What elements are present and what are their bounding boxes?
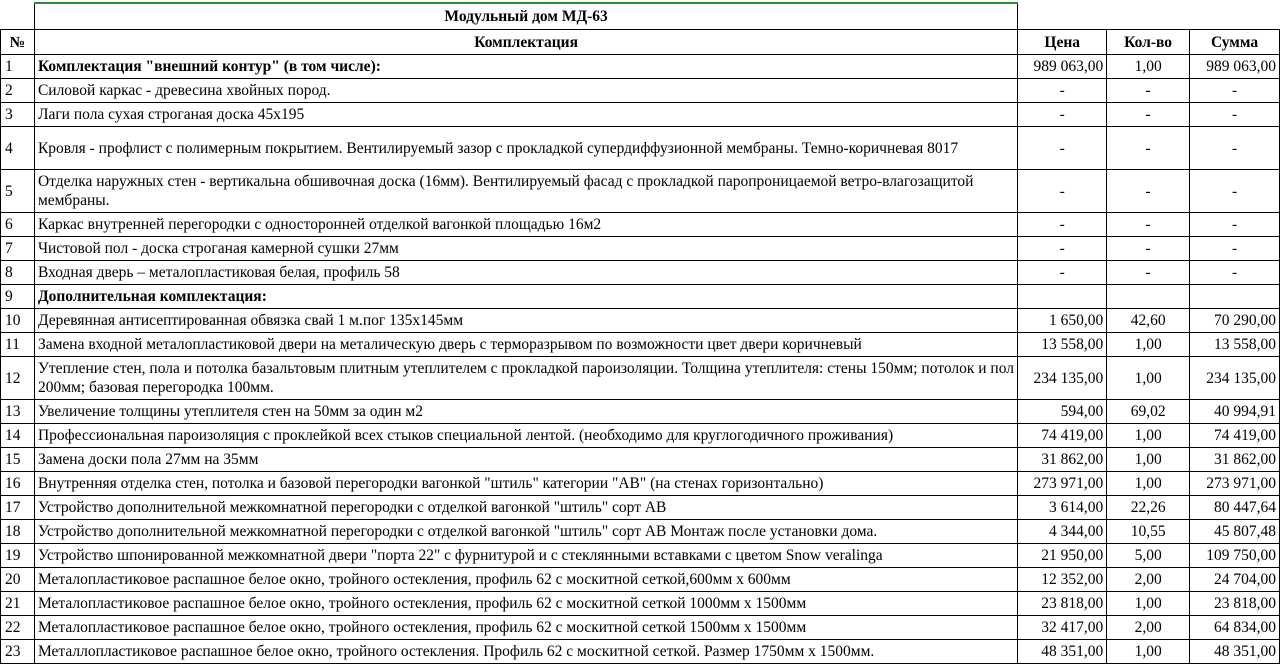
row-qty: - [1107,127,1190,170]
table-row [1,400,1280,424]
table-row [1,261,1280,285]
row-qty: 69,02 [1107,400,1190,424]
row-number: 7 [1,237,35,261]
row-description: Отделка наружных стен - вертикальна обшивочная доска (16мм). Вентилируемый фасад с прокладкой паропроницаемой ветро-влагозащитой мембраны. [34,170,1017,213]
row-description: Каркас внутренней перегородки с односторонней отделкой вагонкой площадью 16м2 [34,213,1017,237]
header-sum: Сумма [1190,30,1280,55]
row-qty: 1,00 [1107,640,1190,664]
row-description: Дополнительная комплектация: [34,285,1017,309]
row-price: - [1018,127,1107,170]
row-price: - [1018,237,1107,261]
row-number: 6 [1,213,35,237]
row-price: - [1018,213,1107,237]
row-price: - [1018,79,1107,103]
header-num: № [1,30,35,55]
row-sum: 234 135,00 [1190,357,1280,400]
row-sum: - [1190,170,1280,213]
table-row [1,103,1280,127]
row-sum: 45 807,48 [1190,520,1280,544]
row-qty: - [1107,237,1190,261]
table-row [1,424,1280,448]
row-sum: 31 862,00 [1190,448,1280,472]
table-row [1,79,1280,103]
row-qty: 42,60 [1107,309,1190,333]
row-number: 17 [1,496,35,520]
row-number: 19 [1,544,35,568]
row-number: 21 [1,592,35,616]
row-price: 989 063,00 [1018,55,1107,79]
row-price: 594,00 [1018,400,1107,424]
table-row [1,55,1280,79]
table-row [1,357,1280,400]
table-row [1,472,1280,496]
row-qty: 1,00 [1107,55,1190,79]
header-price: Цена [1018,30,1107,55]
row-description: Кровля - профлист с полимерным покрытием. Вентилируемый зазор с прокладкой супердиффузионной мембраны. Темно-коричневая 8017 [34,127,1017,170]
row-price: 31 862,00 [1018,448,1107,472]
table-row [1,616,1280,640]
row-sum: 70 290,00 [1190,309,1280,333]
row-qty: 1,00 [1107,424,1190,448]
table-row [1,520,1280,544]
table-row [1,333,1280,357]
row-description: Металопластиковое распашное белое окно, тройного остекления, профиль 62 с москитной сеткой 1000мм х 1500мм [34,592,1017,616]
title-spacer-right [1018,4,1280,30]
row-price: - [1018,261,1107,285]
row-qty: 1,00 [1107,448,1190,472]
title-spacer [1,4,35,30]
row-description: Устройство шпонированной межкомнатной двери "порта 22" с фурнитурой и с стеклянными вставками с цветом Snow veralinga [34,544,1017,568]
row-number: 14 [1,424,35,448]
row-description: Замена доски пола 27мм на 35мм [34,448,1017,472]
row-description: Профессиональная пароизоляция с проклейкой всех стыков специальной лентой. (необходимо для круглогодичного проживания) [34,424,1017,448]
row-sum: - [1190,261,1280,285]
row-price: - [1018,103,1107,127]
row-qty: - [1107,79,1190,103]
row-price: 4 344,00 [1018,520,1107,544]
row-description: Силовой каркас - древесина хвойных пород. [34,79,1017,103]
row-number: 18 [1,520,35,544]
row-sum: 74 419,00 [1190,424,1280,448]
row-description: Увеличение толщины утеплителя стен на 50мм за один м2 [34,400,1017,424]
row-number: 23 [1,640,35,664]
row-description: Устройство дополнительной межкомнатной перегородки с отделкой вагонкой "штиль" сорт АВ [34,496,1017,520]
row-number: 20 [1,568,35,592]
row-sum: - [1190,127,1280,170]
row-qty [1107,285,1190,309]
row-sum: - [1190,213,1280,237]
row-price: 48 351,00 [1018,640,1107,664]
row-number: 10 [1,309,35,333]
row-number: 16 [1,472,35,496]
row-description: Устройство дополнительной межкомнатной перегородки с отделкой вагонкой "штиль" сорт АВ Монтаж после установки дома. [34,520,1017,544]
row-number: 1 [1,55,35,79]
row-sum: 64 834,00 [1190,616,1280,640]
row-qty: 1,00 [1107,592,1190,616]
row-description: Металлопластиковое распашное белое окно, тройного остекления. Профиль 62 с москитной сеткой. Размер 1750мм х 1500мм. [34,640,1017,664]
row-sum: 40 994,91 [1190,400,1280,424]
row-price: 32 417,00 [1018,616,1107,640]
table-row [1,640,1280,664]
row-number: 13 [1,400,35,424]
table-title: Модульный дом МД-63 [34,4,1017,30]
row-qty: 5,00 [1107,544,1190,568]
row-qty: 2,00 [1107,568,1190,592]
row-price: 234 135,00 [1018,357,1107,400]
row-qty: - [1107,213,1190,237]
row-sum: - [1190,237,1280,261]
header-qty: Кол-во [1107,30,1190,55]
row-number: 4 [1,127,35,170]
row-description: Лаги пола сухая строганая доска 45х195 [34,103,1017,127]
row-sum: 23 818,00 [1190,592,1280,616]
row-number: 8 [1,261,35,285]
row-number: 15 [1,448,35,472]
row-price: 273 971,00 [1018,472,1107,496]
row-description: Замена входной металопластиковой двери на металическую дверь с терморазрывом по возможности цвет двери коричневый [34,333,1017,357]
row-sum: - [1190,79,1280,103]
row-price: 23 818,00 [1018,592,1107,616]
row-sum: 13 558,00 [1190,333,1280,357]
title-row [1,4,1280,30]
row-description: Утепление стен, пола и потолка базальтовым плитным утеплителем с прокладкой пароизоляции. Толщина утеплителя: стены 150мм; потолок и пол 200мм; базовая перегородка 100мм. [34,357,1017,400]
table-row [1,592,1280,616]
row-price [1018,285,1107,309]
header-row [1,30,1280,55]
row-qty: 1,00 [1107,333,1190,357]
row-sum: 48 351,00 [1190,640,1280,664]
row-description: Металопластиковое распашное белое окно, тройного остекления, профиль 62 с москитной сеткой 1500мм х 1500мм [34,616,1017,640]
table-row [1,170,1280,213]
table-row [1,568,1280,592]
table-row [1,127,1280,170]
spec-table [0,4,1280,664]
row-sum [1190,285,1280,309]
table-row [1,285,1280,309]
row-description: Комплектация "внешний контур" (в том числе): [34,55,1017,79]
row-description: Входная дверь – металопластиковая белая, профиль 58 [34,261,1017,285]
row-sum: - [1190,103,1280,127]
row-qty: 1,00 [1107,357,1190,400]
row-number: 22 [1,616,35,640]
table-row [1,237,1280,261]
table-row [1,544,1280,568]
row-description: Металопластиковое распашное белое окно, тройного остекления, профиль 62 с москитной сеткой,600мм х 600мм [34,568,1017,592]
row-number: 2 [1,79,35,103]
table-row [1,448,1280,472]
row-sum: 109 750,00 [1190,544,1280,568]
row-description: Деревянная антисептированная обвязка свай 1 м.пог 135х145мм [34,309,1017,333]
row-qty: - [1107,170,1190,213]
row-qty: 22,26 [1107,496,1190,520]
row-number: 5 [1,170,35,213]
row-number: 9 [1,285,35,309]
row-price: 12 352,00 [1018,568,1107,592]
row-price: 21 950,00 [1018,544,1107,568]
row-qty: 1,00 [1107,472,1190,496]
row-sum: 989 063,00 [1190,55,1280,79]
row-qty: 10,55 [1107,520,1190,544]
table-row [1,213,1280,237]
row-qty: 2,00 [1107,616,1190,640]
row-sum: 80 447,64 [1190,496,1280,520]
header-item: Комплектация [34,30,1017,55]
table-row [1,309,1280,333]
row-price: - [1018,170,1107,213]
row-number: 12 [1,357,35,400]
row-sum: 273 971,00 [1190,472,1280,496]
row-description: Внутренняя отделка стен, потолка и базовой перегородки вагонкой "штиль" категории "АВ" (на стенах горизонтально) [34,472,1017,496]
row-sum: 24 704,00 [1190,568,1280,592]
table-row [1,496,1280,520]
row-price: 13 558,00 [1018,333,1107,357]
row-price: 74 419,00 [1018,424,1107,448]
row-qty: - [1107,261,1190,285]
row-qty: - [1107,103,1190,127]
row-price: 1 650,00 [1018,309,1107,333]
row-price: 3 614,00 [1018,496,1107,520]
row-description: Чистовой пол - доска строганая камерной сушки 27мм [34,237,1017,261]
row-number: 11 [1,333,35,357]
row-number: 3 [1,103,35,127]
